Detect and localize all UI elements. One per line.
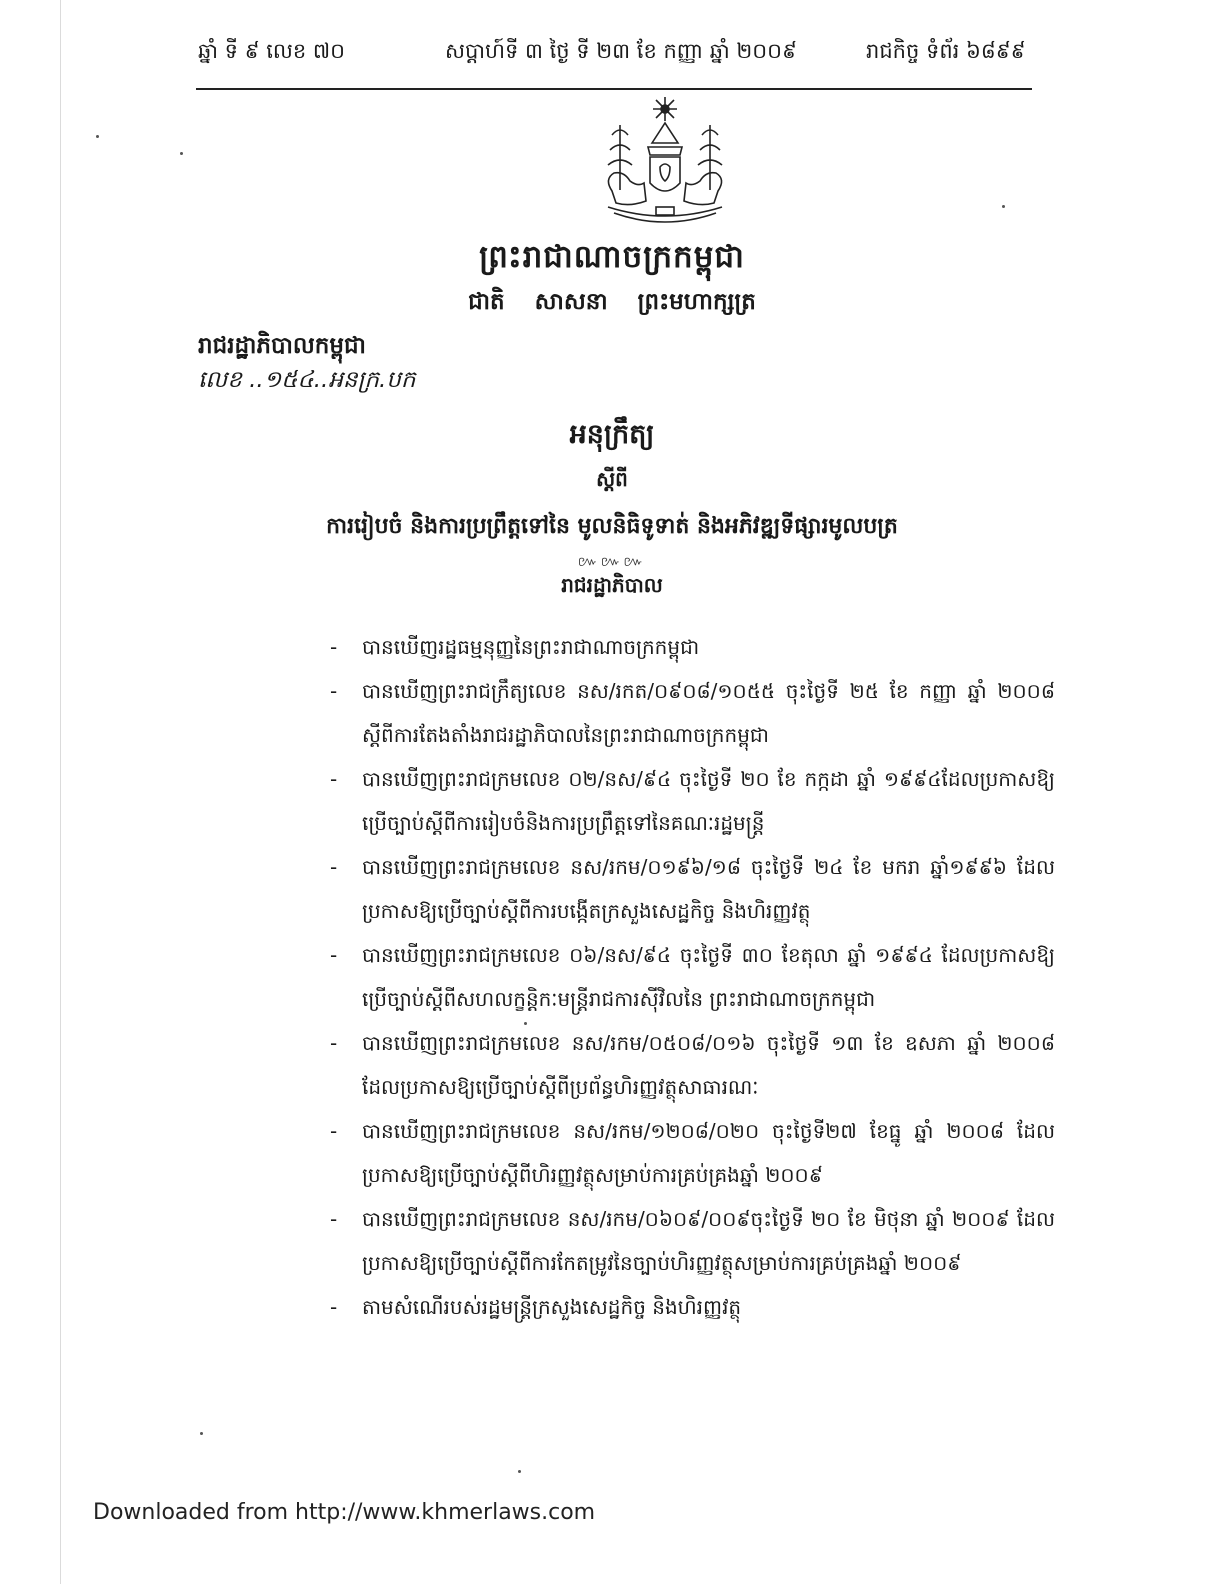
- scan-speck: [518, 1470, 521, 1473]
- document-type: អនុក្រឹត្យ: [569, 419, 655, 450]
- list-item: - បានឃើញរដ្ឋធម្មនុញ្ញនៃព្រះរាជាណាចក្រកម្ពុជា: [330, 635, 700, 659]
- list-item: - បានឃើញព្រះរាជក្រមលេខ ០២/នស/៩៤ ចុះថ្ងៃទី ២០ ខែ កក្កដា ឆ្នាំ ១៩៩៤ដែលប្រកាសឱ្យប្រើច្បាប់ស្តីពីការរៀបចំនិងការប្រព្រឹត្តទៅនៃគណៈរដ្ឋមន្ត្រី: [330, 767, 1055, 835]
- gazette-date: សប្តាហ៍ទី ៣ ថ្ងៃ ទី ២៣ ខែ កញ្ញា ឆ្នាំ ២០០៩: [445, 39, 797, 63]
- scan-speck: [1002, 205, 1005, 208]
- national-motto: ជាតិ សាសនា ព្រះមហាក្សត្រ: [468, 289, 756, 315]
- references-list: [330, 625, 1055, 1329]
- list-item: - តាមសំណើរបស់រដ្ឋមន្ត្រីក្រសួងសេដ្ឋកិច្ច និងហិរញ្ញវត្ថុ: [330, 1295, 742, 1319]
- gazette-page-number: រាជកិច្ច ទំព័រ ៦៨៩៩: [866, 39, 1026, 63]
- list-item: - បានឃើញព្រះរាជក្រមលេខ នស/រកម/០៦០៩/០០៩ចុះថ្ងៃទី ២០ ខែ មិថុនា ឆ្នាំ ២០០៩ ដែលប្រកាសឱ្យប្រើច្បាប់ស្តីពីការកែតម្រូវនៃច្បាប់ហិរញ្ញវត្ថុសម្រាប់ការគ្រប់គ្រងឆ្នាំ ២០០៩: [330, 1207, 1055, 1275]
- list-item: - បានឃើញព្រះរាជក្រមលេខ នស/រកម/០៥០៨/០១៦ ចុះថ្ងៃទី ១៣ ខែ ឧសភា ឆ្នាំ ២០០៨ ដែលប្រកាសឱ្យប្រើច្បាប់ស្តីពីប្រព័ន្ធហិរញ្ញវត្ថុសាធារណៈ: [330, 1031, 1055, 1099]
- document-number: លេខ ..១៥៤..អនក្រ.បក: [198, 367, 416, 393]
- download-source-footer: Downloaded from http://www.khmerlaws.com: [93, 1500, 596, 1525]
- scan-speck: [96, 135, 99, 138]
- ornament-divider: ៚៚៚: [577, 554, 647, 570]
- document-about-label: ស្តីពី: [596, 467, 628, 491]
- gazette-issue-info: ឆ្នាំ ទី ៩ លេខ ៧០: [198, 39, 345, 63]
- list-item: - បានឃើញព្រះរាជក្រមលេខ ០៦/នស/៩៤ ចុះថ្ងៃទី ៣០ ខែតុលា ឆ្នាំ ១៩៩៤ ដែលប្រកាសឱ្យប្រើច្បាប់ស្តីពីសហលក្ខន្តិកៈមន្ត្រីរាជការស៊ីវិលនៃ ព្រះរាជាណាចក្រកម្ពុជា: [330, 943, 1055, 1011]
- issuer-heading: រាជរដ្ឋាភិបាល: [561, 573, 663, 597]
- kingdom-title: ព្រះរាជាណាចក្រកម្ពុជា: [479, 239, 745, 275]
- list-item: - បានឃើញព្រះរាជក្រឹត្យលេខ នស/រកត/០៩០៨/១០៥៥ ចុះថ្ងៃទី ២៥ ខែ កញ្ញា ឆ្នាំ ២០០៨ ស្តីពីការតែងតាំងរាជរដ្ឋាភិបាលនៃព្រះរាជាណាចក្រកម្ពុជា: [330, 679, 1055, 747]
- scan-speck: [200, 1432, 203, 1435]
- scan-speck: [180, 152, 183, 155]
- list-item: - បានឃើញព្រះរាជក្រមលេខ នស/រកម/០១៩៦/១៨ ចុះថ្ងៃទី ២៤ ខែ មករា ឆ្នាំ១៩៩៦ ដែលប្រកាសឱ្យប្រើច្បាប់ស្តីពីការបង្កើតក្រសួងសេដ្ឋកិច្ច និងហិរញ្ញវត្ថុ: [330, 855, 1055, 923]
- scan-speck: [524, 1022, 527, 1025]
- royal-coat-of-arms-icon: [590, 95, 740, 235]
- government-name: រាជរដ្ឋាភិបាលកម្ពុជា: [198, 333, 366, 359]
- list-item: - បានឃើញព្រះរាជក្រមលេខ នស/រកម/១២០៨/០២០ ចុះថ្ងៃទី២៧ ខែធ្នូ ឆ្នាំ ២០០៨ ដែលប្រកាសឱ្យប្រើច្បាប់ស្តីពីហិរញ្ញវត្ថុសម្រាប់ការគ្រប់គ្រងឆ្នាំ ២០០៩: [330, 1119, 1055, 1187]
- header-divider: [196, 88, 1032, 90]
- document-subject: ការរៀបចំ និងការប្រព្រឹត្តទៅនៃ មូលនិធិទូទាត់ និងអភិវឌ្ឍទីផ្សារមូលបត្រ: [326, 514, 898, 539]
- scan-edge-line: [60, 0, 61, 1584]
